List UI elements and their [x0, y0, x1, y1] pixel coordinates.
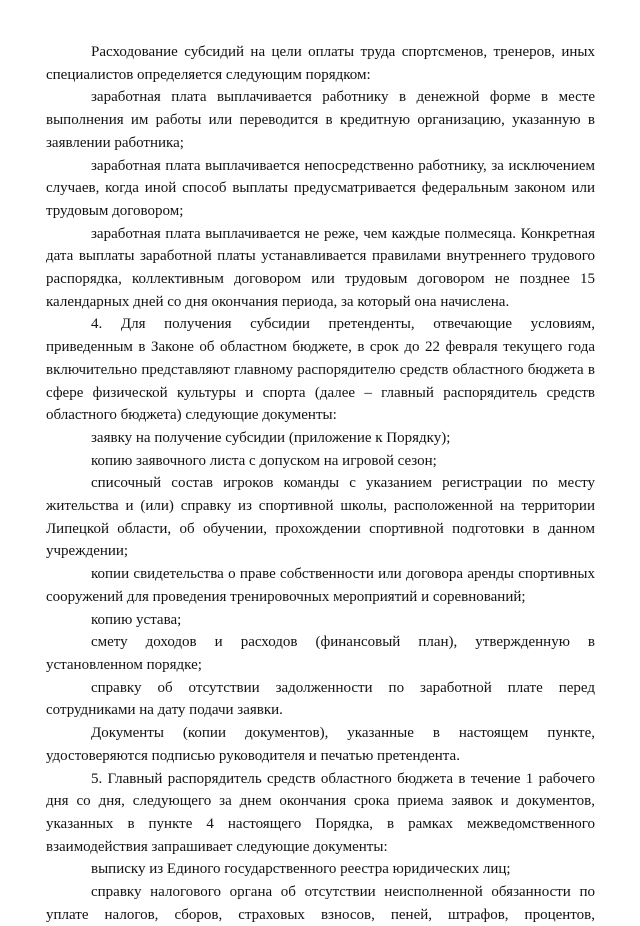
- list-item-no-salary-debt: справку об отсутствии задолженности по заработной плате перед сотрудниками на дату подачи заявки.: [46, 679, 595, 719]
- list-item-facility-documents: копии свидетельства о праве собственности или договора аренды спортивных сооружений для проведения тренировочных мероприятий и соревнований;: [46, 566, 595, 605]
- list-item-roster-copy: копию заявочного листа с допуском на игровой сезон;: [91, 452, 437, 469]
- paragraph-salary-payment-form: заработная плата выплачивается работнику в денежной форме в месте выполнения им работы или переводится в кредитную организацию, указанную в заявлении работника;: [46, 89, 595, 151]
- paragraph-section-4: 4. Для получения субсидии претенденты, отвечающие условиям, приведенным в Законе об областном бюджете, в срок до 22 февраля текущего года включительно представляют главному распорядителю средств областного бюджета в сфере физической культуры и спорта (далее – главный распорядитель средств областного бюджета) следующие документы:: [46, 316, 595, 424]
- paragraph-salary-frequency: заработная плата выплачивается не реже, чем каждые полмесяца. Конкретная дата выплаты заработной платы устанавливается правилами внутреннего трудового распорядка, коллективным договором или трудовым договором не позднее 15 календарных дней со дня окончания периода, за который она начислена.: [46, 225, 595, 310]
- paragraph-salary-intro: Расходование субсидий на цели оплаты труда спортсменов, тренеров, иных специалистов определяется следующим порядком:: [46, 44, 595, 83]
- paragraph-section-5: 5. Главный распорядитель средств областного бюджета в течение 1 рабочего дня со дня, следующего за днем окончания срока приема заявок и документов, указанных в пункте 4 настоящего Порядка, в рамках межведомственного взаимодействия запрашивает следующие документы:: [46, 770, 595, 855]
- list-item-team-composition: списочный состав игроков команды с указанием регистрации по месту жительства и (или) справку из спортивной школы, расположенной на территории Липецкой области, об обучении, прохождении спортивной подготовки в данном учреждении;: [46, 475, 595, 560]
- document-page: [46, 41, 595, 926]
- list-item-budget-estimate: смету доходов и расходов (финансовый план), утвержденную в установленном порядке;: [46, 634, 595, 673]
- list-item-application: заявку на получение субсидии (приложение к Порядку);: [91, 429, 451, 446]
- paragraph-salary-direct-payment: заработная плата выплачивается непосредственно работнику, за исключением случаев, когда иной способ выплаты предусматривается федеральным законом или трудовым договором;: [46, 157, 595, 219]
- paragraph-certification: Документы (копии документов), указанные в настоящем пункте, удостоверяются подписью руководителя и печатью претендента.: [46, 725, 595, 764]
- list-item-tax-certificate: справку налогового органа об отсутствии неисполненной обязанности по уплате налогов, сборов, страховых взносов, пеней, штрафов, процентов,: [46, 884, 595, 923]
- list-item-charter-copy: копию устава;: [91, 611, 182, 628]
- list-item-registry-extract: выписку из Единого государственного реестра юридических лиц;: [91, 861, 511, 878]
